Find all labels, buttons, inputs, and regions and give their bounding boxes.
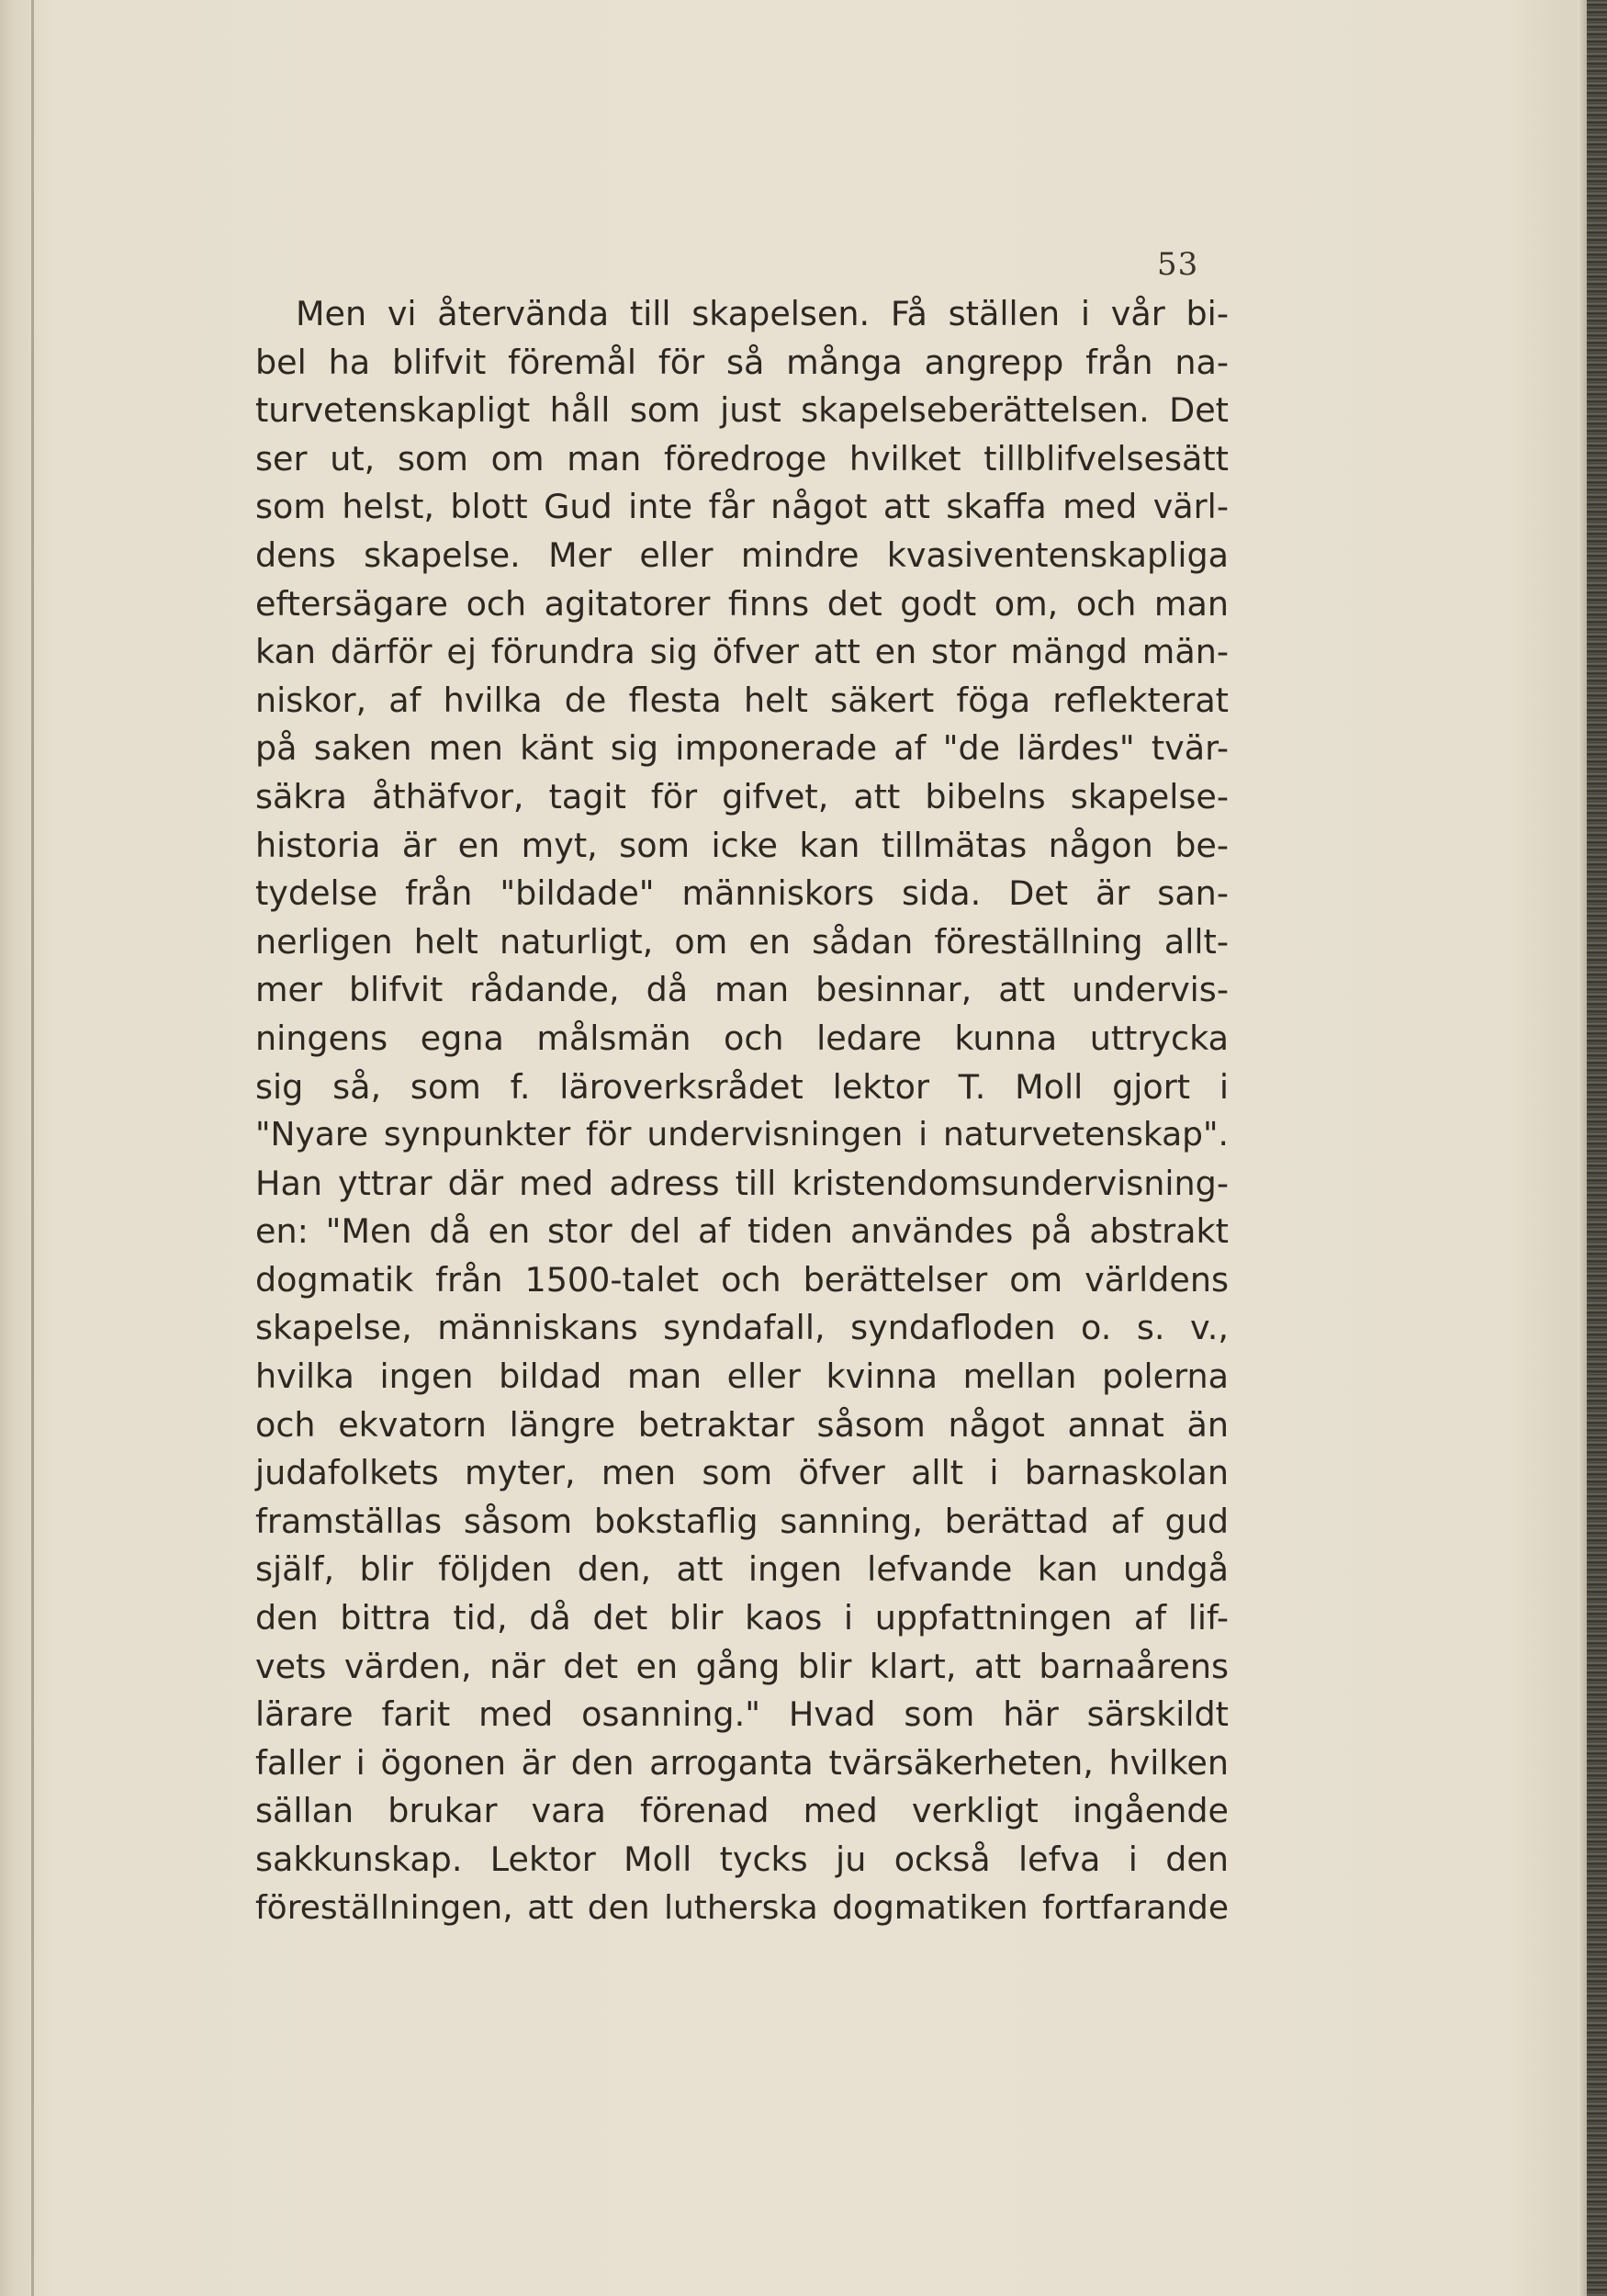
text-line: niskor, af hvilka de flesta helt säkert föga reflekterat bbox=[255, 680, 1229, 720]
text-line: vets värden, när det en gång blir klart, att barnaårens bbox=[255, 1646, 1229, 1686]
text-line: dens skapelse. Mer eller mindre kvasiventenskapliga bbox=[255, 535, 1229, 575]
text-line: säkra åthäfvor, tagit för gifvet, att bibelns skapelse- bbox=[255, 776, 1229, 816]
text-line: den bittra tid, då det blir kaos i uppfattningen af lif- bbox=[255, 1598, 1229, 1638]
binding-gutter bbox=[31, 0, 34, 2296]
text-line: och ekvatorn längre betraktar såsom något annat än bbox=[255, 1404, 1229, 1445]
text-line: föreställningen, att den lutherska dogmatiken fortfarande bbox=[255, 1888, 1229, 1927]
text-line: hvilka ingen bildad man eller kvinna mellan polerna bbox=[255, 1356, 1229, 1397]
text-line: historia är en myt, som icke kan tillmätas någon be- bbox=[255, 825, 1229, 865]
text-line: själf, blir följden den, att ingen lefvande kan undgå bbox=[255, 1549, 1229, 1590]
text-line: "Nyare synpunkter för undervisningen i naturvetenskap". bbox=[255, 1116, 1229, 1154]
page-stack-edge bbox=[1587, 0, 1607, 2296]
text-line: ser ut, som om man föredroge hvilket tillblifvelsesätt bbox=[255, 438, 1229, 478]
text-line: sig så, som f. läroverksrådet lektor T. Moll gjort i bbox=[255, 1066, 1229, 1107]
text-line: kan därför ej förundra sig öfver att en stor mängd män- bbox=[255, 632, 1229, 672]
text-line: sällan brukar vara förenad med verkligt ingående bbox=[255, 1791, 1229, 1831]
text-line: bel ha blifvit föremål för så många angrepp från na- bbox=[255, 342, 1229, 382]
text-line: som helst, blott Gud inte får något att skaffa med värl- bbox=[255, 487, 1229, 527]
text-line: tydelse från "bildade" människors sida. Det är san- bbox=[255, 873, 1229, 914]
text-line: nerligen helt naturligt, om en sådan föreställning allt- bbox=[255, 921, 1229, 962]
text-line: lärare farit med osanning." Hvad som här särskildt bbox=[255, 1694, 1229, 1735]
text-line: mer blifvit rådande, då man besinnar, att undervis- bbox=[255, 970, 1229, 1010]
text-line: på saken men känt sig imponerade af "de lärdes" tvär- bbox=[255, 728, 1229, 769]
text-line: dogmatik från 1500-talet och berättelser om världens bbox=[255, 1259, 1229, 1300]
page-number: 53 bbox=[1157, 246, 1199, 283]
text-line: ningens egna målsmän och ledare kunna uttrycka bbox=[255, 1018, 1229, 1058]
page-edge-shadow bbox=[1578, 0, 1587, 2296]
text-line: sakkunskap. Lektor Moll tycks ju också lefva i den bbox=[255, 1840, 1229, 1879]
body-text bbox=[255, 290, 1229, 1932]
text-line: Men vi återvända till skapelsen. Få ställen i vår bi- bbox=[296, 294, 1229, 333]
text-line: turvetenskapligt håll som just skapelseberättelsen. Det bbox=[255, 390, 1229, 431]
text-line: Han yttrar där med adress till kristendomsundervisning- bbox=[255, 1163, 1229, 1203]
text-line: judafolkets myter, men som öfver allt i barnaskolan bbox=[255, 1453, 1229, 1493]
text-line: faller i ögonen är den arroganta tvärsäkerheten, hvilken bbox=[255, 1742, 1229, 1783]
text-line: framställas såsom bokstaflig sanning, berättad af gud bbox=[255, 1501, 1229, 1541]
text-line: skapelse, människans syndafall, syndafloden o. s. v., bbox=[255, 1308, 1229, 1348]
text-line: en: "Men då en stor del af tiden användes på abstrakt bbox=[255, 1211, 1229, 1252]
text-line: eftersägare och agitatorer finns det godt om, och man bbox=[255, 583, 1229, 624]
